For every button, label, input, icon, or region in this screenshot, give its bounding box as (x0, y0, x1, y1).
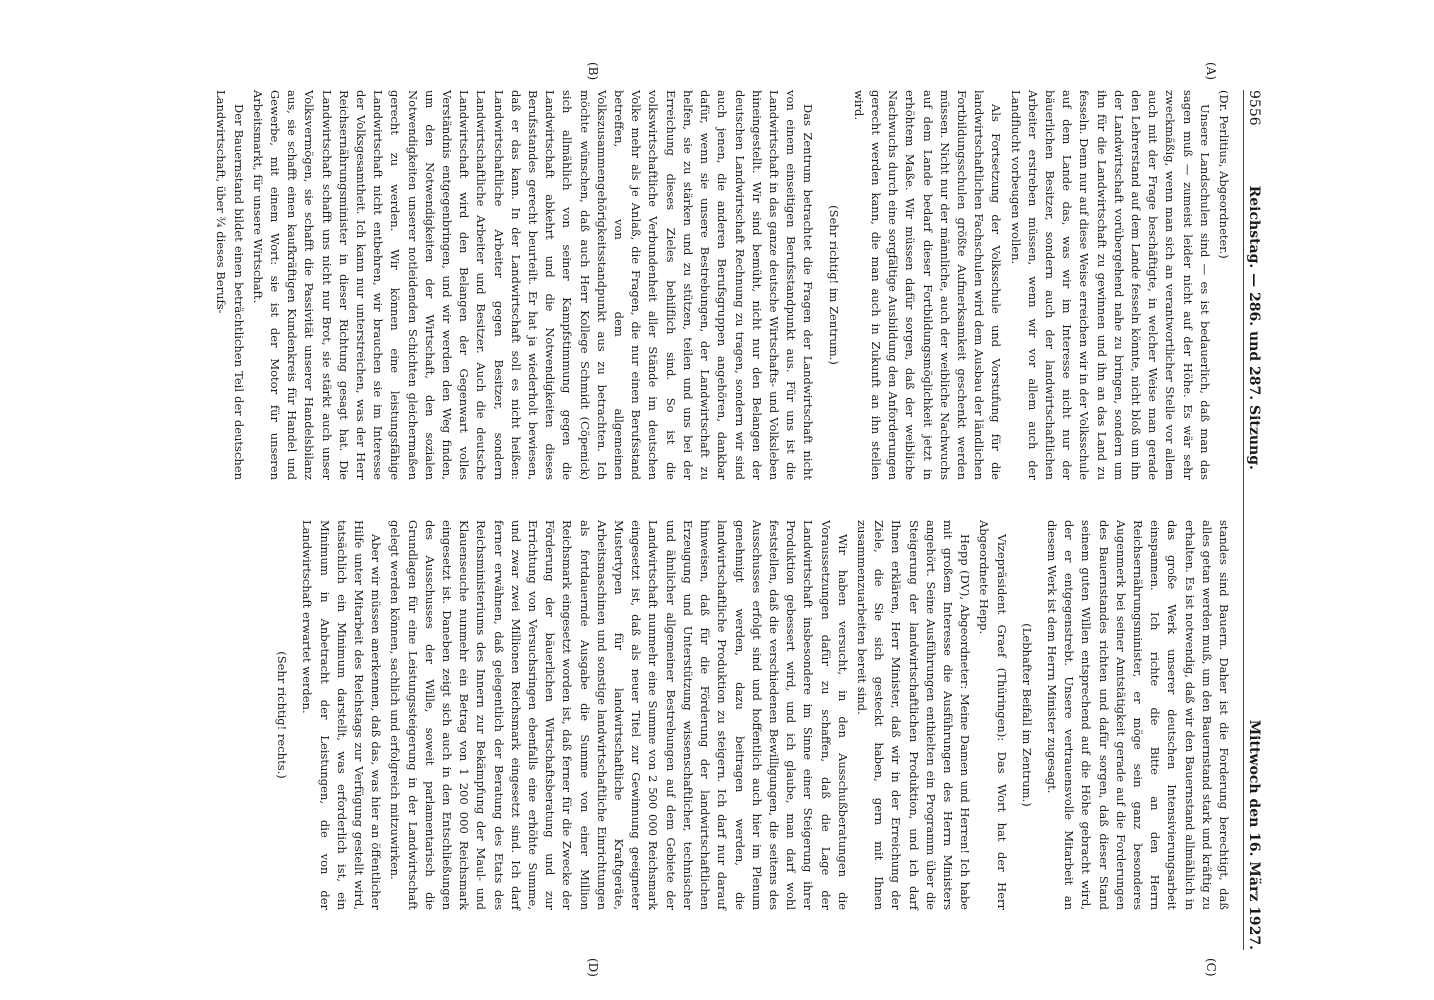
right-column (265, 520, 1232, 910)
interjection: (Sehr richtig! rechts.) (275, 651, 290, 779)
paragraph: standes sind Bauern. Daher ist die Forderung berechtigt, daß alles getan werden muß, um den Bauernstand stark und kräftig zu erhalten. Es ist notwendig, daß wir den Bauernstand allmählich in das große Werk unserer deutschen Intensivierungsarbeit einspannen. Ich richte die Bitte an den Herrn Reichsernährungsminister, er möge sein ganz besonderes Augenmerk bei seiner Amtstätigkeit gerade auf die Forderungen des Bauernstandes richten und dafür sorgen, daß dieser Stand seinem guten Willen entsprechend auf die Höhe gebracht wird, der er entgegenstrebt. Unsere vertrauensvolle Mitarbeit an diesem Werk ist dem Herrn Minister zugesagt. (1044, 520, 1231, 910)
margin-marker-a: (A) (1204, 62, 1218, 81)
paragraph: Unsere Landschulen sind — es ist bedauerlich, daß man das sagen muß — zumeist leider nicht auf der Höhe. Es wär sehr zweckmäßig, wenn man sich an verantwortlicher Stelle vor allem auch mit der Frage beschäftigte, in welcher Weise man gerade den Lehrerstand auf dem Lande fesseln könnte, nicht bloß um ihn der Landwirtschaft vorübergehend nahe zu bringen, sondern um ihn für die Landwirtschaft zu gewinnen und ihn an das Land zu fesseln. Denn nur auf diese Weise erreichen wir in der Volksschule auf dem Lande das, was wir im Interesse nicht nur der bäuerlichen Besitzer, sondern auch der landwirtschaftlichen Arbeiter erstreben müssen, wenn wir vor allem auch der Landflucht vorbeugen wollen. (1008, 90, 1212, 480)
paragraph: Das Zentrum betrachtet die Fragen der Landwirtschaft nicht von einem einseitigen Berufsstandpunkt aus. Für uns ist die Landwirtschaft in das ganze deutsche Wirtschafts- und Volksleben hineingestellt. Wir sind bemüht, nicht nur den Belangen der deutschen Landwirtschaft Rechnung zu tragen, sondern wir sind auch jenen, die anderen Berufsgruppen angehören, dankbar dafür, wenn sie unsere Bestrebungen, der Landwirtschaft zu helfen, sie zu stärken und zu stützen, teilen und uns bei der Erreichung dieses Zieles behilflich sind. So ist die volkswirtschaftliche Verbundenheit aller Stände im deutschen Volke mehr als je Anlaß, die Fragen, die nur einen Berufsstand betreffen, von dem allgemeinen Volkszusammengehörigkeitsstandpunkt aus zu betrachten. Ich möchte wünschen, daß auch Herr Kollege Schmidt (Cöpenick) sich allmählich von seiner Kampfstimmung gegen die Landwirtschaft abkehrt und die Notwendigkeiten dieses Berufsstandes gerecht beurteilt. Er hat ja wiederholt bewiesen, daß er das kann. In der Landwirtschaft soll es nicht heißen: Landwirtschaftliche Arbeiter gegen Besitzer, sondern Landwirtschaftliche Arbeiter und Besitzer. Auch die deutsche Landwirtschaft wird den Belangen der Gegenwart volles Verständnis entgegenbringen, und wir werden den Weg finden, um den Notwendigkeiten der Wirtschaft, den sozialen Notwendigkeiten unserer notleidenden Schichten gleichermaßen gerecht zu werden. Wir können eine leistungsfähige Landwirtschaft nicht entbehren, wir brauchen sie im Interesse der Volksgesamtheit. Ich kann nur unterstreichen, was der Herr Reichsernährungsminister in dieser Richtung gesagt hat. Die Landwirtschaft schafft uns nicht nur Brot, sie stärkt auch unser Volksvermögen, sie schafft die Passivität unserer Handelsbilanz aus, sie schafft einen kaufkräftigen Kundenkreis für Handel und Gewerbe, mit einem Wort: sie ist der Motor für unseren Arbeitsmarkt, für unsere Wirtschaft. (250, 90, 816, 480)
page-title: Reichstag. — 286. und 287. Sitzung. (1246, 185, 1262, 470)
page-date: Mittwoch den 16. März 1927. (1246, 719, 1262, 950)
paragraph: (Dr. Perlitius, Abgeordneter.) (1217, 90, 1231, 259)
margin-marker-b: (B) (586, 62, 600, 81)
paragraph: Vizepräsident Graef (Thüringen): Das Wort hat der Herr Abgeordnete Hepp. (977, 520, 1009, 910)
speaker-paragraph: Hepp (DV), Abgeordneter: Meine Damen und Herren! Ich habe mit großem Interesse die Ausführungen des Herrn Ministers angehört. Seine Ausführungen enthielten ein Programm über die Steigerung der landwirtschaftlichen Produktion, und ich darf Ihnen erklären, Herr Minister, daß wir in der Erreichung der Ziele, die Sie sich gesteckt haben, gern mit Ihnen zusammenzuarbeiten bereit sind. (854, 520, 973, 910)
paragraph: Der Bauernstand bildet einen beträchtlichen Teil der deutschen Landwirtschaft, über ¾ dieses Berufs- (214, 90, 246, 480)
paragraph: Wir haben versucht, in den Ausschußberatungen die Voraussetzungen dafür zu schaffen, daß die Lage der Landwirtschaft insbesondere im Sinne einer Steigerung ihrer Produktion gebessert wird, und ich glaube, man darf wohl feststellen, daß die verschiedenen Bewilligungen, die seitens des Ausschusses erfolgt sind und hoffentlich auch hier im Plenum genehmigt werden, dazu beitragen werden, die landwirtschaftliche Produktion zu steigern. Ich darf nur darauf hinweisen, daß für die Förderung der landwirtschaftlichen Erzeugung und Unterstützung wissenschaftlicher, technischer und ähnlicher allgemeiner Bestrebungen auf dem Gebiete der Landwirtschaft nunmehr eine Summe von 2 500 000 Reichsmark eingesetzt ist, daß als neuer Titel zur Gewinnung geeigneter Mustertypen für landwirtschaftliche Kraftgeräte, Arbeitsmaschinen und sonstige landwirtschaftliche Einrichtungen als fortdauernde Ausgabe die Summe von einer Million Reichsmark eingesetzt worden ist, daß ferner für die Zwecke der Förderung der bäuerlichen Wirtschaftsberatung und zur Errichtung von Versuchsringen ebenfalls eine erhöhte Summe, und zwar zwei Millionen Reichsmark eingesetzt sind. Ich darf ferner erwähnen, daß gelegentlich der Beratung des Etats des Reichsministeriums des Innern zur Bekämpfung der Maul- und Klauenseuche nunmehr ein Betrag von 1 200 000 Reichsmark eingesetzt ist. Daneben zeigt sich auch in den Entschließungen des Ausschusses der Wille, soweit parlamentarisch die Grundlagen für eine Leistungssteigerung in der Landwirtschaft gelegt werden können, sachlich und erfolgreich mitzuwirken. (388, 520, 850, 910)
interjection: (Sehr richtig! im Zentrum.) (826, 205, 841, 365)
dfg-sidenote (1404, 0, 1430, 1000)
interjection: (Lebhafter Beifall im Zentrum.) (1019, 623, 1034, 807)
paragraph: Als Fortsetzung der Volksschule und Vorstufung für die landwirtschaftlichen Fachschulen wird dem Ausbau der ländlichen Fortbildungsschulen größte Aufmerksamkeit geschenkt werden müssen. Nicht nur der männliche, auch der weibliche Nachwuchs auf dem Lande bedarf dieser Fortbildungsmöglichkeit jetzt in erhöhtem Maße. Wir müssen dafür sorgen, daß der weibliche Nachwuchs durch eine sorgfältige Ausbildung den Anforderungen gerecht werden kann, die man auch in Zukunft an ihn stellen wird. (851, 90, 1004, 480)
margin-marker-d: (D) (586, 958, 600, 977)
page-number: 9556 (1246, 90, 1262, 126)
page-header (1243, 90, 1262, 950)
paragraph: Aber wir müssen anerkennen, daß das, was hier an öffentlicher Hilfe unter Mitarbeit des Reichstags zur Verfügung gestellt wird, tatsächlich ein Minimum darstellt, was erforderlich ist, ein Minimum in Anbetracht der Leistungen, die von der Landwirtschaft erwartet werden. (300, 520, 384, 910)
margin-marker-c: (C) (1204, 958, 1218, 977)
left-column (210, 90, 1232, 480)
